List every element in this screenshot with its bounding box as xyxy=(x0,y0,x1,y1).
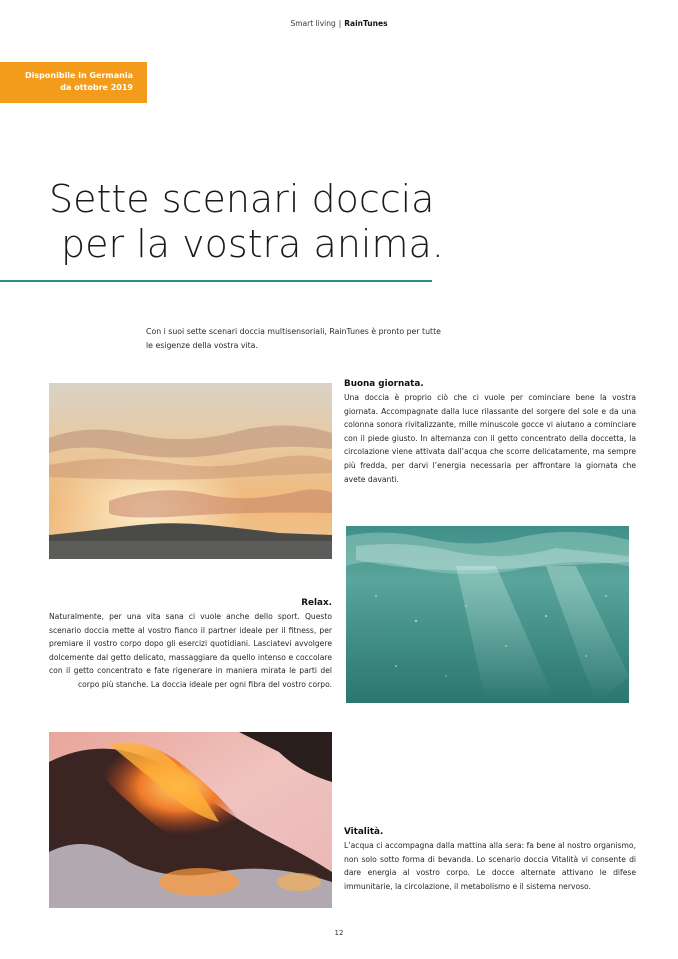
header-brand: RainTunes xyxy=(344,19,388,28)
section-body: L’acqua ci accompagna dalla mattina alla sera: fa bene al nostro organismo, non solo sotto forma di bevanda. Lo scenario doccia Vitalità vi consente di dare energia al vostro corpo. Le docce alternate attivano le difese immunitarie, la circolazione, il metabolismo e il sistema nervoso. xyxy=(344,841,636,891)
section-relax xyxy=(49,597,332,692)
intro-text: Con i suoi sette scenari doccia multisensoriali, RainTunes è pronto per tutte le esigenze della vostra vita. xyxy=(146,327,441,350)
headline-rule xyxy=(0,280,432,282)
section-body: Naturalmente, per una vita sana ci vuole anche dello sport. Questo scenario doccia mette al vostro fianco il partner ideale per il fitness, per premiare il vostro corpo dopo gli esercizi quotidiani. Lasciatevi avvolgere dolcemente dal getto delicato, massaggiare da quello intenso e coccolare con il getto concentrato e fate rigenerare in maniera mirata le parti del corpo più stanche. La doccia ideale per ogni fibra del vostro corpo. xyxy=(49,612,332,689)
page-headline xyxy=(49,177,444,267)
badge-line-2: da ottobre 2019 xyxy=(60,83,133,92)
underwater-photo xyxy=(346,526,629,703)
section-good-morning xyxy=(344,378,636,486)
section-vitality xyxy=(344,826,636,893)
availability-badge xyxy=(0,62,147,103)
running-header xyxy=(0,19,678,28)
section-title: Relax. xyxy=(301,598,332,608)
sunrise-photo xyxy=(49,383,332,559)
page-number: 12 xyxy=(334,929,344,937)
badge-line-1: Disponibile in Germania xyxy=(25,71,133,80)
section-title: Buona giornata. xyxy=(344,379,424,389)
headline-line-2: per la vostra anima. xyxy=(61,222,444,266)
headline-line-1: Sette scenari doccia xyxy=(49,177,435,221)
header-separator: | xyxy=(338,19,342,28)
header-section: Smart living xyxy=(290,19,336,28)
lava-photo xyxy=(49,732,332,908)
section-body: Una doccia è proprio ciò che ci vuole per cominciare bene la vostra giornata. Accompagnate dalla luce rilassante del sorgere del sole e da una colonna sonora rivitalizzante, mille minuscole gocce vi aiutano a cominciare con il piede giusto. In alternanza con il getto concentrato della doccetta, la circolazione viene attivata dall’acqua che scorre delicatamente, ma sempre più fredda, per darvi l’energia necessaria per affrontare la giornata che avete davanti. xyxy=(344,393,636,484)
section-title: Vitalità. xyxy=(344,827,384,837)
